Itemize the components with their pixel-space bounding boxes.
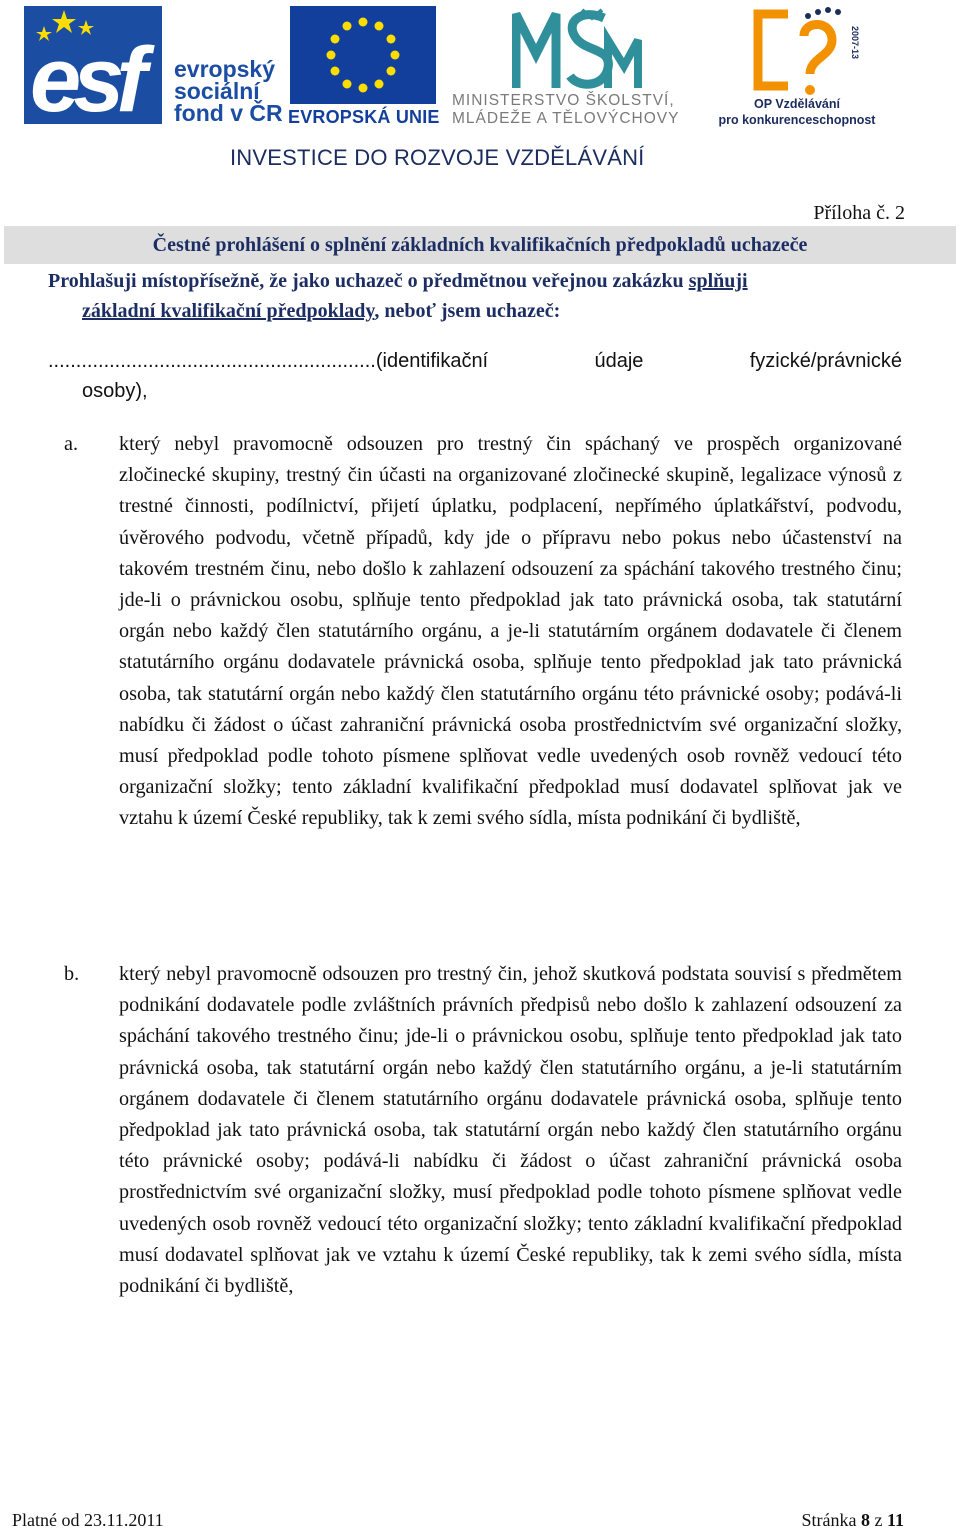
page-current: 8 <box>860 1510 870 1530</box>
declaration-text: , neboť jsem uchazeč: <box>374 300 561 322</box>
identification-row: osoby), <box>82 380 148 402</box>
eu-flag <box>290 6 436 104</box>
esf-logo <box>24 6 162 124</box>
identification-placeholder: ...........................................................(identifikační <box>48 350 489 372</box>
eu-caption: EVROPSKÁ UNIE <box>288 107 440 127</box>
esf-caption <box>174 58 283 124</box>
op-caption-line: pro konkurenceschopnost <box>718 113 876 127</box>
header-logos <box>0 0 960 180</box>
declaration-line-1 <box>48 266 878 296</box>
list-item-text: který nebyl pravomocně odsouzen pro trestný čin spáchaný ve prospěch organizované zločinecké skupiny, trestný čin účasti na organizované zločinecké skupině, legalizace výnosů z trestné činnosti, podílnictví, přijetí úplatku, podplacení, nepřímého úplatkářství, podvodu, úvěrového podvodu, včetně případů, kdy jde o přípravu nebo pokus nebo účastenství na takovém trestném činu, nebo došlo k zahlazení odsouzení za spáchání takového trestného činu; jde-li o právnickou osobu, splňuje tento předpoklad jak tato právnická osoba, tak statutární orgán nebo každý člen statutárního orgánu, a je-li statutárním orgánem dodavatele či členem statutárního orgánu dodavatele právnická osoba, splňuje tento předpoklad jak tato právnická osoba, tak statutární orgán nebo každý člen statutárního orgánu této právnické osoby; podává-li nabídku či žádost o účast zahraniční právnická osoba prostřednictvím své organizační složky, musí předpoklad podle tohoto písmene splňovat vedle uvedených osob rovněž vedoucí této organizační složky; tento základní kvalifikační předpoklad musí dodavatel splňovat jak ve vztahu k území České republiky, tak k zemi svého sídla, místa podnikání či bydliště, <box>119 433 902 830</box>
identification-row <box>48 346 902 376</box>
list-item-text: který nebyl pravomocně odsouzen pro trestný čin, jehož skutková podstata souvisí s předmětem podnikání dodavatele podle zvláštních právních předpisů nebo došlo k zahlazení odsouzení za spáchání takového trestného činu; jde-li o právnickou osobu, splňuje tento předpoklad jak tato právnická osoba, tak statutární orgán nebo každý člen statutárního orgánu, a je-li statutárním orgánem dodavatele či členem statutárního orgánu dodavatele právnická osoba, splňuje tento předpoklad jak tato právnická osoba, tak statutární orgán nebo každý člen statutárního orgánu této právnické osoby; podává-li nabídku či žádost o účast zahraniční právnická osoba prostřednictvím své organizační složky, musí předpoklad podle tohoto písmene splňovat vedle uvedených osob rovněž vedoucí této organizační složky; tento základní kvalifikační předpoklad musí dodavatel splňovat jak ve vztahu k území České republiky, tak k zemi svého sídla, místa podnikání či bydliště, <box>119 963 902 1298</box>
declaration <box>48 266 878 326</box>
msmt-caption <box>452 92 679 128</box>
declaration-underlined: základní kvalifikační předpoklady <box>82 300 375 322</box>
op-vertical-label: 2007-13 <box>850 26 860 60</box>
esf-letters: esf <box>30 29 139 124</box>
identification-word: fyzické/právnické <box>749 350 902 372</box>
op-caption-line: OP Vzdělávání <box>754 97 840 111</box>
page-total: 11 <box>886 1510 904 1530</box>
identification-line <box>48 346 902 406</box>
declaration-text: Prohlašuji místopřísežně, že jako uchazeč o předmětnou veřejnou zakázku <box>48 270 689 292</box>
esf-caption-line: fond v ČR <box>174 100 283 126</box>
list-marker: a. <box>64 433 79 455</box>
list-marker: b. <box>64 963 80 985</box>
msmt-caption-line: MLÁDEŽE A TĚLOVÝCHOVY <box>452 110 680 127</box>
eu-stars-icon <box>290 6 436 104</box>
list-item <box>64 959 902 1302</box>
page-of: z <box>874 1510 883 1530</box>
op-mark-icon <box>748 6 860 96</box>
list-item <box>64 429 902 835</box>
esf-caption-line: evropský <box>174 56 276 82</box>
page-word: Stránka <box>801 1510 857 1530</box>
declaration-underlined: splňuji <box>688 270 748 292</box>
page-title: Čestné prohlášení o splnění základních kvalifikačních předpokladů uchazeče <box>152 234 808 256</box>
op-caption <box>702 96 892 128</box>
declaration-line-2 <box>48 296 878 326</box>
msmt-caption-line: MINISTERSTVO ŠKOLSTVÍ, <box>452 92 675 109</box>
annex-label: Příloha č. 2 <box>813 202 905 224</box>
footer-valid-date: Platné od 23.11.2011 <box>12 1510 164 1530</box>
esf-caption-line: sociální <box>174 78 260 104</box>
investice-heading: INVESTICE DO ROZVOJE VZDĚLÁVÁNÍ <box>230 145 645 170</box>
msmt-logo <box>512 4 642 92</box>
footer-page-number <box>802 1510 905 1531</box>
identification-word: údaje <box>594 350 644 372</box>
msmt-mark-icon <box>512 4 642 92</box>
op-logo <box>748 6 860 96</box>
